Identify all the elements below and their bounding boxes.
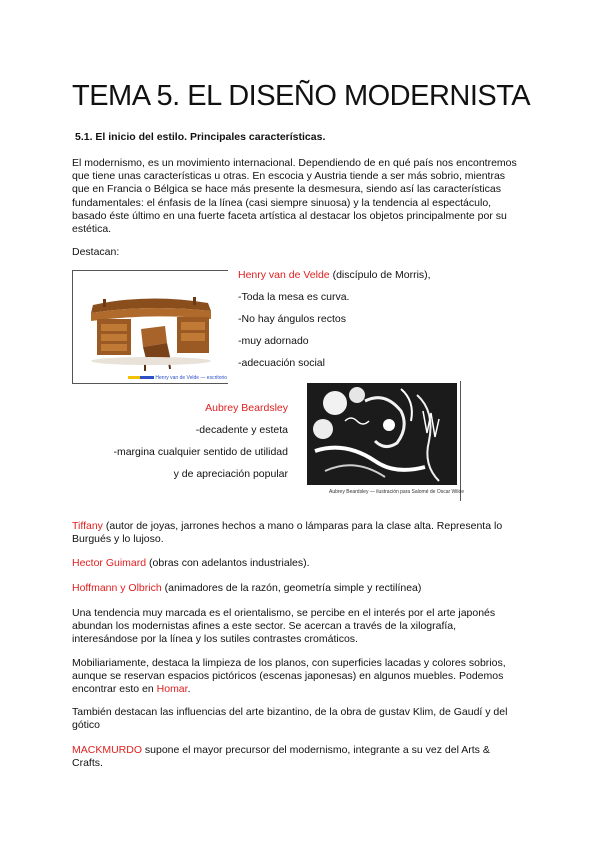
velde-point-1: -Toda la mesa es curva. [238,291,350,303]
velde-point-3: -muy adornado [238,335,309,347]
beardsley-illustration [305,381,459,487]
beardsley-name [100,402,288,415]
guimard-text: (obras con adelantos industriales). [146,557,310,569]
mackmurdo-paragraph [72,744,522,770]
beardsley-point-1: -decadente y esteta [195,424,288,436]
velde-name: Henry van de Velde [238,269,330,281]
homar-name: Homar [156,683,188,696]
page-title: TEMA 5. EL DISEÑO MODERNISTA [72,80,531,112]
tiffany-text: (autor de joyas, jarrones hechos a mano o lámparas para la clase alta. Representa lo Burgués y lo lujoso. [72,520,503,546]
mobiliario-end: . [187,683,191,696]
velde-caption: Henry van de Velde — escritorio [155,375,228,381]
beardsley-point-2: -margina cualquier sentido de utilidad [113,446,288,458]
velde-desk-image [72,270,228,384]
section-subtitle: 5.1. El inicio del estilo. Principales características. [75,131,326,143]
hoffmann-paragraph [72,582,522,595]
desk-illustration [73,271,228,383]
tiffany-paragraph [72,520,522,546]
bizantino-paragraph: También destacan las influencias del arte bizantino, de la obra de gustav Klim, de Gaudí y del gótico [72,706,508,732]
orientalismo-paragraph: Una tendencia muy marcada es el orientalismo, se percibe en el interés por el arte japonés abundan los modernistas afines a este sector. Se acercan a través de la xilografía, interesándose por la línea y los sutiles contrastes cromáticos. [72,607,496,646]
velde-point-4: -adecuación social [238,357,325,369]
hoffmann-name: Hoffmann y Olbrich [72,582,162,594]
guimard-name: Hector Guimard [72,557,147,569]
mackmurdo-name: MACKMURDO [72,744,142,756]
beardsley-point-3: y de apreciación popular [173,468,288,480]
mobiliario-paragraph [72,657,522,697]
mackmurdo-text: supone el mayor precursor del modernismo, integrante a su vez del Arts & Crafts. [72,744,490,770]
velde-point-2: -No hay ángulos rectos [238,313,346,325]
hoffmann-text: (animadores de la razón, geometría simple y rectilínea) [161,582,422,594]
beardsley-name-text: Aubrey Beardsley [205,402,288,414]
mobiliario-text: Mobiliariamente, destaca la limpieza de los planos, con superficies lacadas y colores sobrios, aunque se reservan espacios pictóricos (escenas japonesas) en algunos muebles. Podemos encontrar esto en [72,657,506,696]
velde-note: (discípulo de Morris), [329,269,431,281]
intro-paragraph: El modernismo, es un movimiento internacional. Dependiendo de en qué país nos encontremos que tiene unas características u otras. En escocia y Austria tiende a ser más sobrio, mientras que en Francia o Bélgica se hace más presente la desmesura, siendo así las características fundamentales: el énfasis de la línea (casi siempre sinuosa) y la tendencia al espectáculo, basado éste último en una fuerte faceta artística al destacar los objetos principalmente por su estética. [72,157,517,236]
beardsley-image [305,381,465,501]
destacan-label: Destacan: [72,246,120,258]
tiffany-name: Tiffany [72,520,103,532]
guimard-paragraph [72,557,522,570]
beardsley-caption: Aubrey Beardsley — ilustración para Salomé de Oscar Wilde [329,489,465,495]
velde-heading [238,269,431,282]
